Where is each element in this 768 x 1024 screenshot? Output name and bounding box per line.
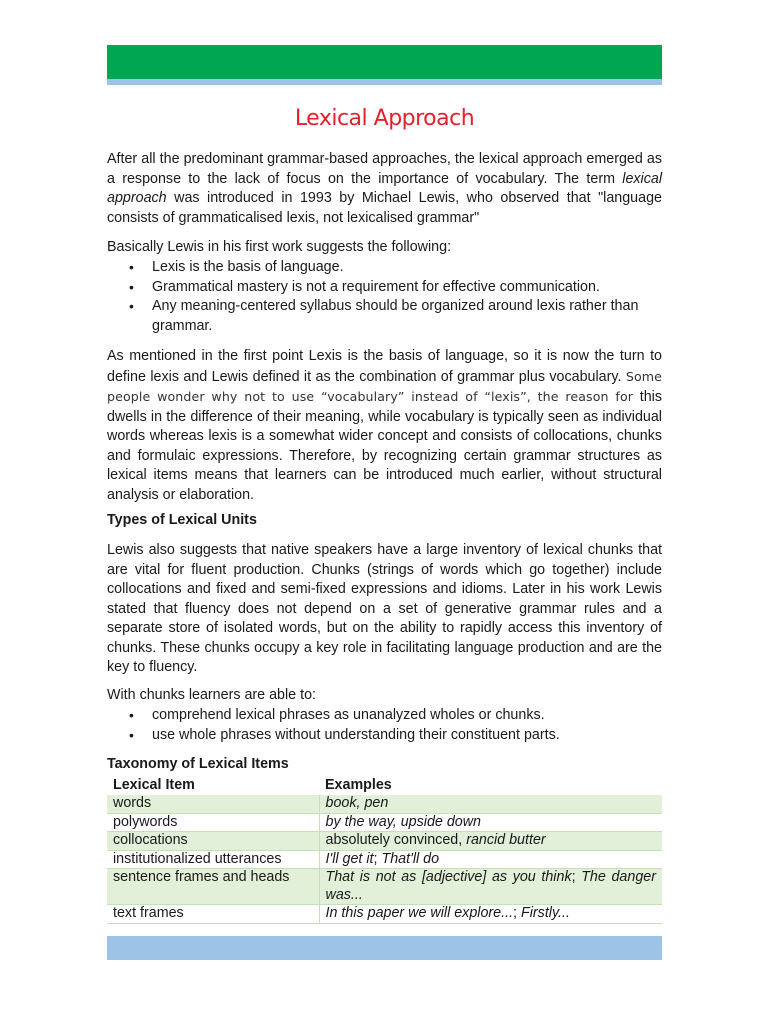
table-row bbox=[107, 832, 662, 851]
table-cell: book, pen bbox=[319, 795, 662, 813]
footer-blue-bar bbox=[107, 936, 662, 960]
lewis-points-list bbox=[107, 258, 662, 336]
bullet-icon: • bbox=[129, 259, 134, 275]
list-item: • use whole phrases without understanding their constituent parts. bbox=[107, 726, 662, 746]
table-cell: words bbox=[107, 795, 319, 813]
table-cell: sentence frames and heads bbox=[107, 869, 319, 905]
header-blue-bar bbox=[107, 79, 662, 85]
intro-term: lexical approach bbox=[107, 170, 662, 206]
chunks-intro: With chunks learners are able to: bbox=[107, 687, 316, 703]
table-row bbox=[107, 813, 662, 832]
table-cell: In this paper we will explore...; Firstly... bbox=[319, 905, 662, 924]
bullet-icon: • bbox=[129, 707, 134, 723]
page-title: Lexical Approach bbox=[294, 106, 475, 131]
table-row bbox=[107, 795, 662, 813]
bullet-icon: • bbox=[129, 726, 134, 743]
column-header: Examples bbox=[325, 777, 392, 793]
list-item: • comprehend lexical phrases as unanalyzed wholes or chunks. bbox=[107, 706, 662, 726]
table-row bbox=[107, 905, 662, 924]
column-header: Lexical Item bbox=[113, 777, 195, 793]
intro-text-1: After all the predominant grammar-based approaches, the lexical approach emerged as a response to the lack of focus on the importance of vocabulary. The term bbox=[107, 151, 662, 187]
list-item: • Grammatical mastery is not a requirement for effective communication. bbox=[107, 278, 662, 298]
lexis-alt-text: Some people wonder why not to use “vocabulary” instead of “lexis”, the reason for bbox=[107, 368, 662, 404]
table-cell: text frames bbox=[107, 905, 319, 924]
chunks-paragraph: Lewis also suggests that native speakers have a large inventory of lexical chunks that are vital for fluent production. Chunks (strings of words which go together) include collocations and fixed and semi-fixed expressions and idioms. Later in his work Lewis stated that fluency does not depend on a set of generative grammar rules and a separate store of isolated words, but on the ability to rapidly access this inventory of chunks. These chunks occupy a key role in facilitating language production and are the key to fluency. bbox=[107, 542, 662, 675]
list-item: • Any meaning-centered syllabus should be organized around lexis rather than grammar. bbox=[129, 298, 639, 334]
table-cell: by the way, upside down bbox=[319, 813, 662, 832]
lewis-intro: Basically Lewis in his first work suggests the following: bbox=[107, 239, 452, 255]
table-row bbox=[107, 869, 662, 905]
types-heading: Types of Lexical Units bbox=[107, 512, 257, 528]
lexis-text-2: this dwells in the difference of their meaning, while vocabulary is typically seen as individual words whereas lexis is a somewhat wider concept and consists of collocations, chunks and formulaic expressions. Therefore, by recognizing certain grammar structures as lexical items means that learners can be introduced much earlier, without structural analysis or elaboration. bbox=[107, 389, 662, 503]
header-green-bar bbox=[107, 45, 662, 79]
table-cell: collocations bbox=[107, 832, 319, 851]
table-header-row bbox=[107, 775, 662, 795]
intro-text-2: was introduced in 1993 by Michael Lewis, who observed that "language consists of grammaticalised lexis, not lexicalised grammar" bbox=[107, 190, 662, 226]
table-row bbox=[107, 850, 662, 869]
taxonomy-table bbox=[107, 775, 662, 924]
table-cell: I'll get it; That'll do bbox=[319, 850, 662, 869]
intro-paragraph bbox=[107, 150, 662, 228]
bullet-icon: • bbox=[129, 278, 134, 295]
table-cell: polywords bbox=[107, 813, 319, 832]
taxonomy-heading: Taxonomy of Lexical Items bbox=[107, 756, 289, 772]
table-cell: institutionalized utterances bbox=[107, 850, 319, 869]
list-item: • Lexis is the basis of language. bbox=[107, 258, 662, 278]
chunks-points-list bbox=[107, 706, 662, 745]
bullet-icon: • bbox=[129, 298, 134, 314]
table-cell: That is not as [adjective] as you think; The danger was... bbox=[319, 869, 662, 905]
lexis-text-1: As mentioned in the first point Lexis is the basis of language, so it is now the turn to define lexis and Lewis defined it as the combination of grammar plus vocabulary. bbox=[107, 348, 662, 385]
lexis-paragraph bbox=[107, 347, 662, 505]
table-cell: absolutely convinced, rancid butter bbox=[319, 832, 662, 851]
